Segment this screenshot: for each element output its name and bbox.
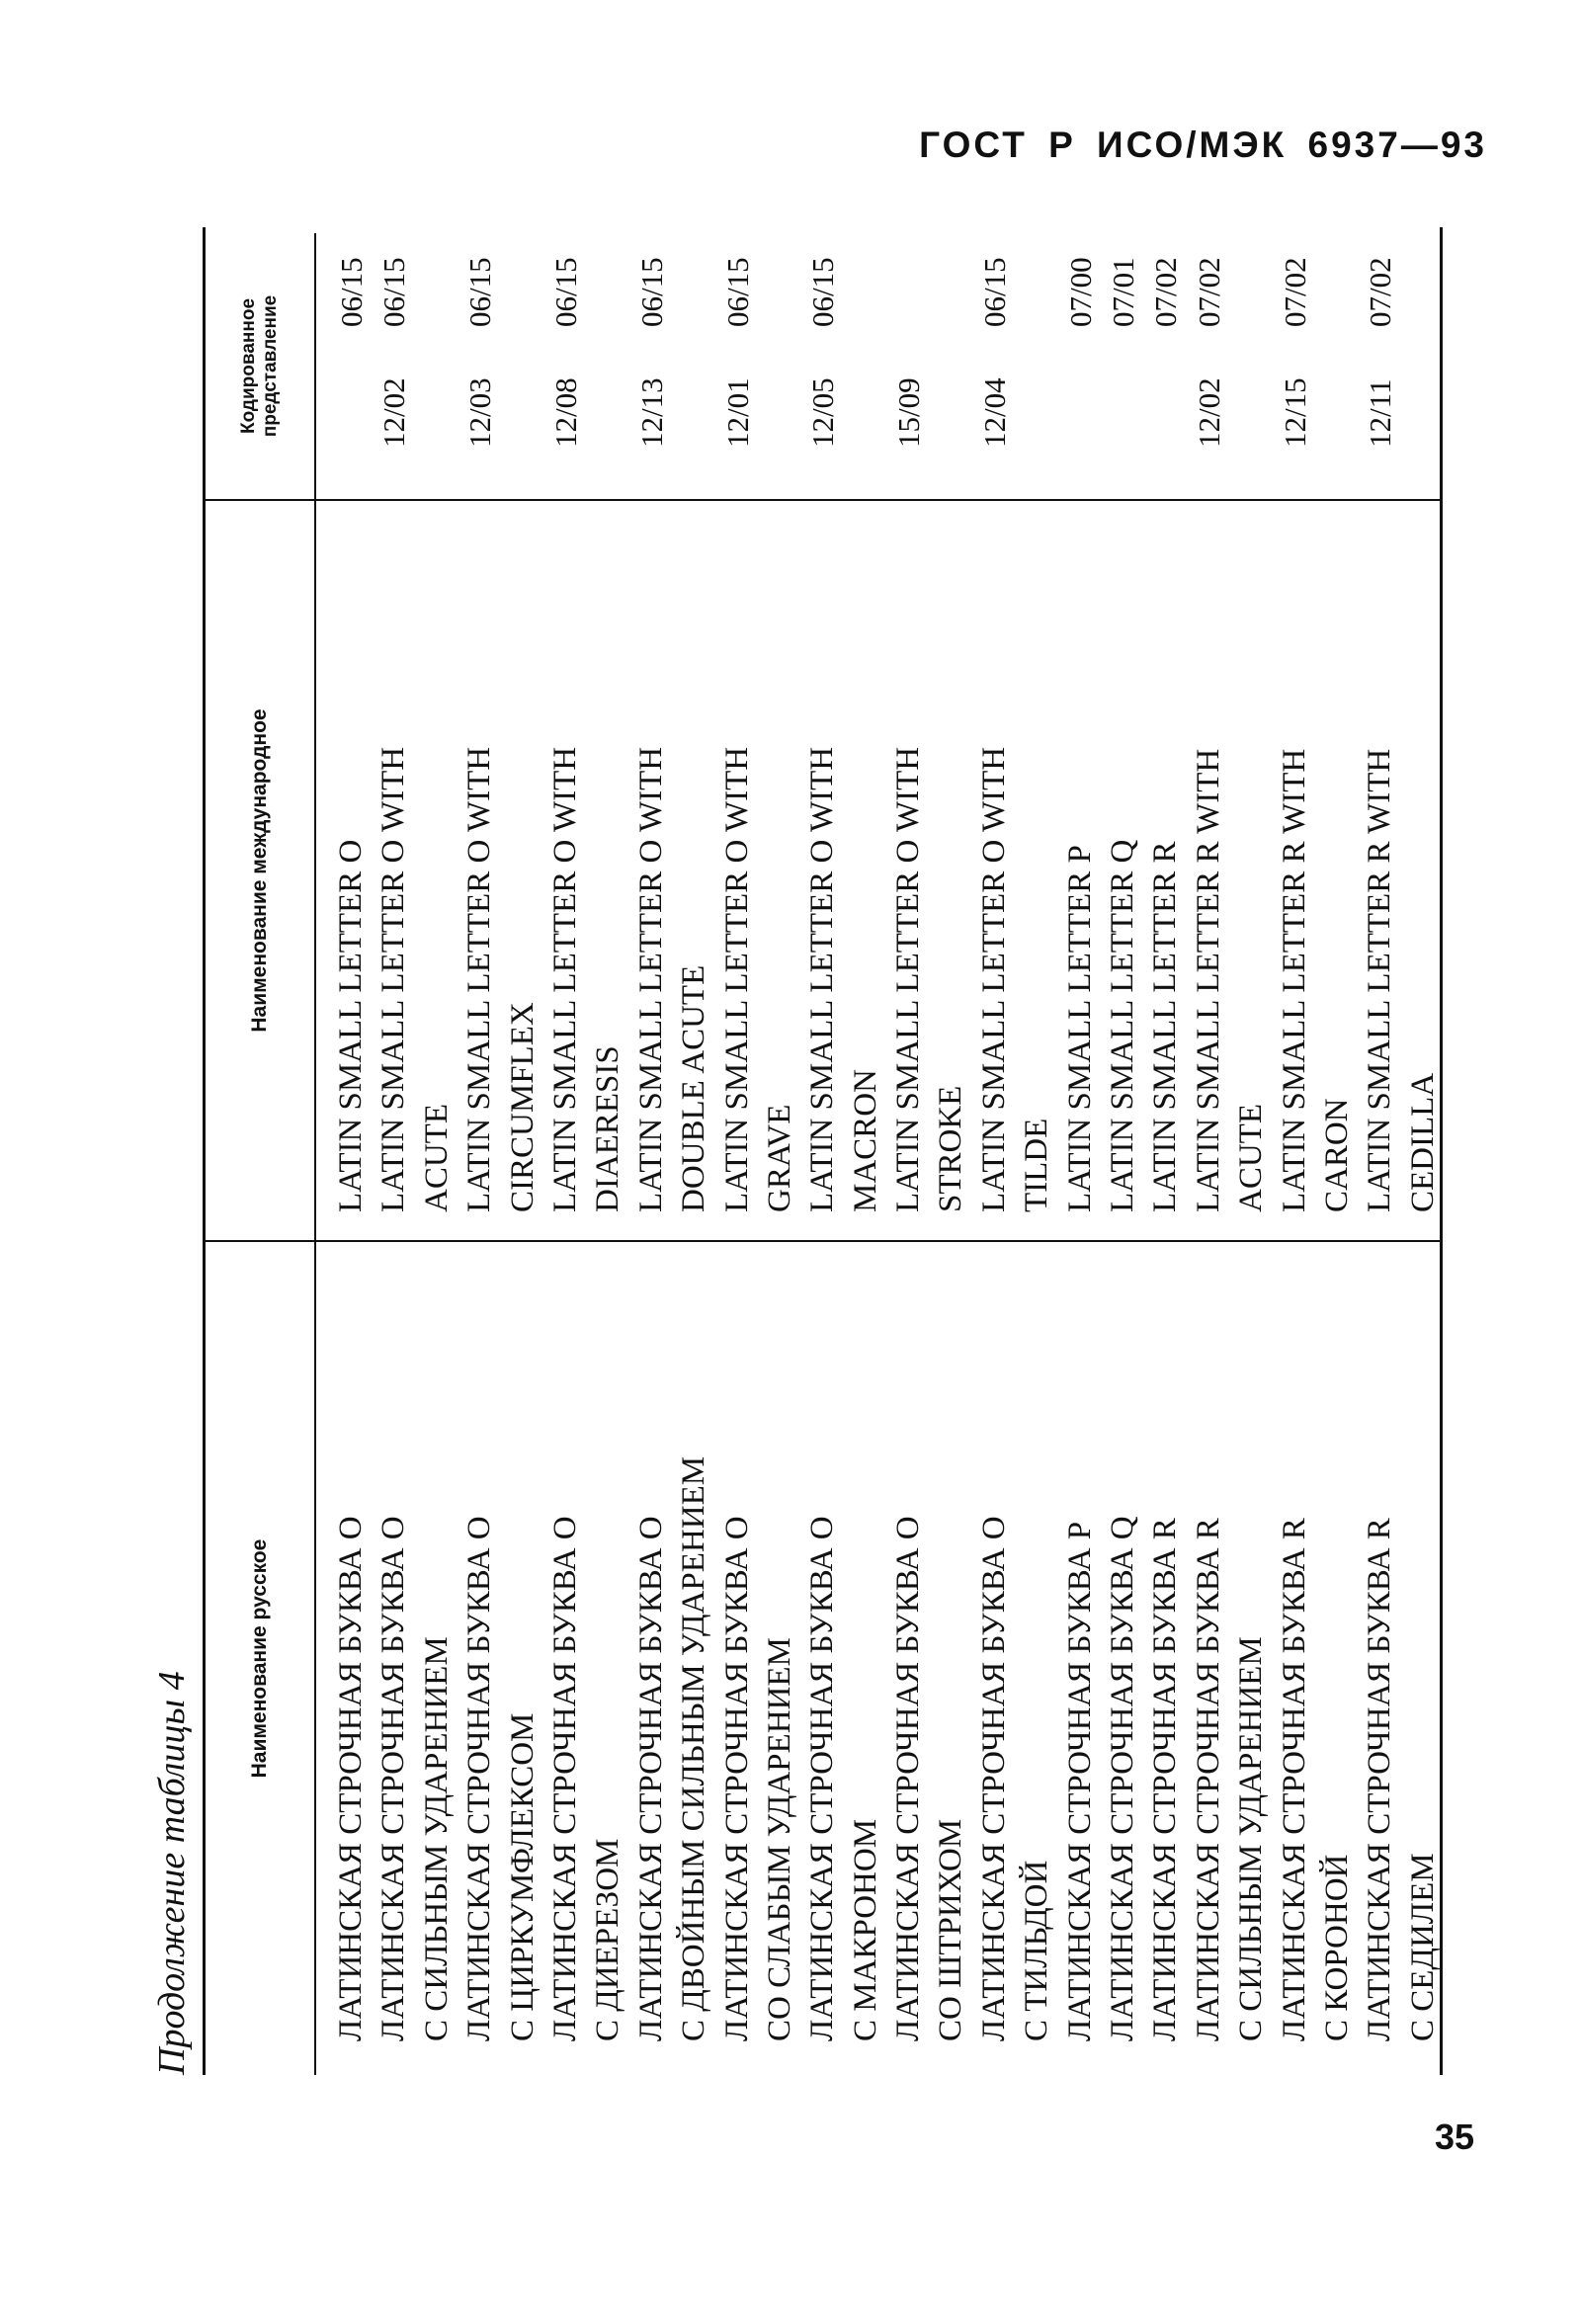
international-name-line: LATIN SMALL LETTER P (1061, 845, 1098, 1212)
code-value: 07/02 (1191, 257, 1226, 327)
russian-name-line: СО СЛАБЫМ УДАРЕНИЕМ (761, 1637, 797, 2041)
code-line (544, 233, 587, 465)
international-name-line: TILDE (1019, 1118, 1055, 1212)
code-prefix: 12/01 (719, 377, 755, 448)
code-value: 06/15 (376, 257, 412, 327)
code-line (373, 233, 415, 465)
page-number: 35 (1434, 2116, 1474, 2157)
code-line (502, 233, 544, 465)
table-caption: Продолжение таблицы 4 (151, 1671, 193, 2075)
international-name-line: LATIN SMALL LETTER Q (1105, 839, 1141, 1212)
column-header-russian: Наименование русское (206, 1242, 316, 2075)
russian-name-lines (330, 1242, 1445, 2075)
code-prefix: 12/08 (547, 377, 583, 448)
code-line (416, 233, 458, 465)
international-name-line: LATIN SMALL LETTER R (1147, 841, 1184, 1212)
russian-name-line: ЛАТИНСКАЯ СТРОЧНАЯ БУКВА P (1061, 1521, 1098, 2041)
code-line (1316, 233, 1359, 465)
russian-name-line: ЛАТИНСКАЯ СТРОЧНАЯ БУКВА O (375, 1516, 412, 2041)
code-line (1274, 233, 1316, 465)
standard-header: ГОСТ Р ИСО/МЭК 6937—93 (919, 124, 1487, 165)
international-name-line: LATIN SMALL LETTER O WITH (546, 746, 583, 1212)
russian-name-line: С СИЛЬНЫМ УДАРЕНИЕМ (418, 1636, 455, 2041)
code-value: 07/02 (1363, 257, 1398, 327)
code-line (1016, 233, 1058, 465)
russian-name-line: С СЕДИЛЕМ (1404, 1853, 1441, 2041)
russian-name-line: ЛАТИНСКАЯ СТРОЧНАЯ БУКВА O (461, 1516, 498, 2041)
code-line (1402, 233, 1445, 465)
international-name-line: CARON (1318, 1098, 1355, 1212)
code-line (716, 233, 759, 465)
international-name-line: DIAERESIS (590, 1045, 626, 1212)
international-name-line: LATIN SMALL LETTER O WITH (461, 746, 498, 1212)
code-line (1359, 233, 1401, 465)
code-line (630, 233, 673, 465)
code-line (1188, 233, 1230, 465)
international-name-line: MACRON (847, 1069, 883, 1212)
russian-name-line: ЛАТИНСКАЯ СТРОЧНАЯ БУКВА O (890, 1516, 927, 2041)
code-prefix: 12/03 (462, 377, 498, 448)
code-value: 06/15 (719, 257, 755, 327)
russian-name-line: СО ШТРИХОМ (933, 1818, 969, 2041)
code-line (673, 233, 715, 465)
code-line (930, 233, 972, 465)
column-header-international: Наименование международное (206, 501, 316, 1240)
russian-name-line: С КОРОНОЙ (1318, 1854, 1355, 2041)
russian-name-line: С ТИЛЬДОЙ (1019, 1860, 1055, 2041)
international-name-line: STROKE (933, 1085, 969, 1212)
russian-name-line: ЛАТИНСКАЯ СТРОЧНАЯ БУКВА R (1362, 1518, 1398, 2041)
russian-name-line: ЛАТИНСКАЯ СТРОЧНАЯ БУКВА R (1190, 1518, 1226, 2041)
column-header-code: Кодированное представление (206, 233, 316, 499)
code-line (801, 233, 844, 465)
code-value: 06/15 (976, 257, 1012, 327)
code-value: 07/02 (1148, 257, 1184, 327)
russian-name-line: ЛАТИНСКАЯ СТРОЧНАЯ БУКВА O (546, 1516, 583, 2041)
code-value: 07/01 (1106, 257, 1141, 327)
code-value: 06/15 (334, 257, 369, 327)
code-prefix: 12/05 (805, 377, 841, 448)
international-name-line: CEDILLA (1404, 1072, 1441, 1212)
international-name-line: LATIN SMALL LETTER O WITH (890, 746, 927, 1212)
column-international-name (206, 499, 1440, 1240)
international-name-line: ACUTE (418, 1104, 455, 1212)
table-grid (203, 227, 1443, 2075)
code-line (1230, 233, 1273, 465)
international-name-lines (330, 501, 1445, 1240)
code-prefix: 12/13 (633, 377, 669, 448)
code-line (973, 233, 1016, 465)
russian-name-line: ЛАТИНСКАЯ СТРОЧНАЯ БУКВА O (975, 1516, 1012, 2041)
code-prefix: 12/11 (1363, 378, 1398, 448)
column-russian-name (206, 1240, 1440, 2075)
international-name-line: LATIN SMALL LETTER O WITH (975, 746, 1012, 1212)
code-prefix: 12/02 (1191, 377, 1226, 448)
international-name-line: LATIN SMALL LETTER O (333, 839, 369, 1212)
code-line (887, 233, 930, 465)
code-value: 06/15 (462, 257, 498, 327)
russian-name-line: ЛАТИНСКАЯ СТРОЧНАЯ БУКВА R (1276, 1518, 1312, 2041)
column-coded-representation (206, 233, 1440, 499)
international-name-line: LATIN SMALL LETTER O WITH (804, 746, 841, 1212)
code-line (587, 233, 629, 465)
code-line (845, 233, 887, 465)
rotated-table (148, 227, 1443, 2075)
international-name-line: CIRCUMFLEX (504, 1002, 541, 1212)
code-value: 06/15 (547, 257, 583, 327)
russian-name-line: ЛАТИНСКАЯ СТРОЧНАЯ БУКВА O (718, 1516, 755, 2041)
russian-name-line: С СИЛЬНЫМ УДАРЕНИЕМ (1233, 1636, 1270, 2041)
code-line (1144, 233, 1187, 465)
code-prefix: 12/02 (376, 377, 412, 448)
international-name-line: GRAVE (761, 1104, 797, 1212)
code-value: 06/15 (805, 257, 841, 327)
international-name-line: LATIN SMALL LETTER O WITH (718, 746, 755, 1212)
international-name-line: LATIN SMALL LETTER R WITH (1276, 748, 1312, 1212)
code-value: 06/15 (633, 257, 669, 327)
international-name-line: ACUTE (1233, 1104, 1270, 1212)
russian-name-line: С ДВОЙНЫМ СИЛЬНЫМ УДАРЕНИЕМ (676, 1455, 712, 2041)
code-prefix: 15/09 (891, 377, 927, 448)
code-line (759, 233, 801, 465)
code-prefix: 12/15 (1277, 377, 1312, 448)
international-name-line: LATIN SMALL LETTER R WITH (1190, 748, 1226, 1212)
russian-name-line: С ЦИРКУМФЛЕКСОМ (504, 1712, 541, 2041)
russian-name-line: ЛАТИНСКАЯ СТРОЧНАЯ БУКВА Q (1105, 1516, 1141, 2041)
russian-name-line: ЛАТИНСКАЯ СТРОЧНАЯ БУКВА O (333, 1516, 369, 2041)
russian-name-line: ЛАТИНСКАЯ СТРОЧНАЯ БУКВА R (1147, 1518, 1184, 2041)
russian-name-line: ЛАТИНСКАЯ СТРОЧНАЯ БУКВА O (804, 1516, 841, 2041)
code-line (458, 233, 501, 465)
russian-name-line: ЛАТИНСКАЯ СТРОЧНАЯ БУКВА O (632, 1516, 669, 2041)
code-line (330, 233, 373, 465)
international-name-line: LATIN SMALL LETTER R WITH (1362, 748, 1398, 1212)
code-value: 07/02 (1277, 257, 1312, 327)
coded-representation-lines (330, 233, 1445, 499)
code-value: 07/00 (1062, 257, 1098, 327)
russian-name-line: С МАКРОНОМ (847, 1818, 883, 2041)
international-name-line: LATIN SMALL LETTER O WITH (375, 746, 412, 1212)
international-name-line: DOUBLE ACUTE (676, 964, 712, 1212)
international-name-line: LATIN SMALL LETTER O WITH (632, 746, 669, 1212)
code-prefix: 12/04 (976, 377, 1012, 448)
code-line (1059, 233, 1102, 465)
russian-name-line: С ДИЕРЕЗОМ (590, 1838, 626, 2041)
code-line (1102, 233, 1144, 465)
